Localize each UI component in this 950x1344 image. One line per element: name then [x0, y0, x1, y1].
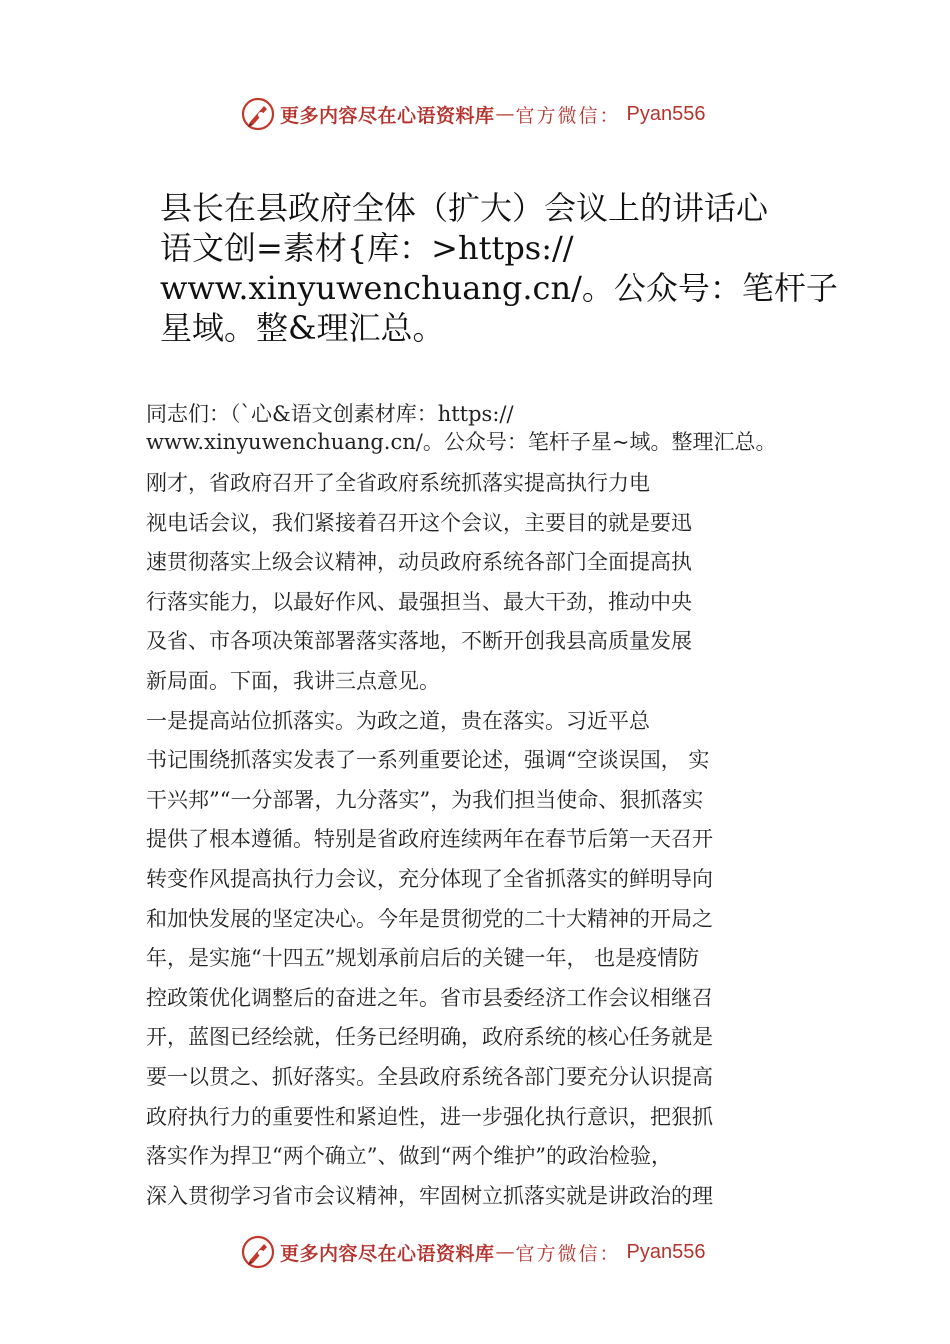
document-title — [160, 188, 850, 348]
salutation — [146, 400, 846, 456]
document-body — [146, 400, 846, 1216]
paragraph-line: 提供了根本遵循。特别是省政府连续两年在春节后第一天召开 — [146, 827, 713, 852]
title-line: www.xinyuwenchuang.cn/。公众号：笔杆子 — [160, 269, 838, 307]
title-line: 语文创=素材{库：>https:// — [160, 229, 574, 267]
title-line: 星域。整&理汇总。 — [160, 309, 445, 347]
paragraph-line: 书记围绕抓落实发表了一系列重要论述，强调“空谈误国， 实 — [146, 748, 710, 773]
paragraph-line: 年，是实施“十四五”规划承前启后的关键一年， 也是疫情防 — [146, 946, 700, 971]
banner-separator: — — [495, 1241, 515, 1263]
paragraph-line: 视电话会议，我们紧接着召开这个会议，主要目的就是要迅 — [146, 510, 692, 535]
paragraph-1 — [146, 464, 846, 702]
banner-separator: — — [495, 103, 515, 125]
paragraph-line: 政府执行力的重要性和紧迫性，进一步强化执行意识，把狠抓 — [146, 1104, 713, 1129]
pen-logo-icon — [240, 1234, 276, 1270]
paragraph-line: 干兴邦”“一分部署，九分落实”，为我们担当使命、狠抓落实 — [146, 787, 704, 812]
paragraph-line: 控政策优化调整后的奋进之年。省市县委经济工作会议相继召 — [146, 985, 713, 1010]
paragraph-line: 开，蓝图已经绘就，任务已经明确，政府系统的核心任务就是 — [146, 1025, 713, 1050]
header-banner — [240, 94, 760, 134]
paragraph-line: 深入贯彻学习省市会议精神，牢固树立抓落实就是讲政治的理 — [146, 1183, 713, 1208]
paragraph-line: 新局面。下面，我讲三点意见。 — [146, 668, 440, 693]
banner-wechat-label: 官方微信： — [515, 104, 621, 127]
pen-logo-icon — [240, 96, 276, 132]
paragraph-line: 速贯彻落实上级会议精神，动员政府系统各部门全面提高执 — [146, 550, 692, 575]
paragraph-line: 落实作为捍卫“两个确立”、做到“两个维护”的政治检验， — [146, 1144, 672, 1169]
title-line: 县长在县政府全体（扩大）会议上的讲话心 — [160, 189, 769, 227]
salutation-line: 同志们：（`心&语文创素材库：https:// — [146, 402, 514, 426]
paragraph-line: 一是提高站位抓落实。为政之道，贵在落实。习近平总 — [146, 708, 650, 733]
paragraph-line: 及省、市各项决策部署落实落地，不断开创我县高质量发展 — [146, 629, 692, 654]
banner-slogan: 更多内容尽在心语资料库 — [280, 1242, 495, 1265]
paragraph-line: 刚才，省政府召开了全省政府系统抓落实提高执行力电 — [146, 471, 650, 495]
banner-wechat-id: Pyan556 — [626, 1240, 706, 1263]
paragraph-line: 行落实能力，以最好作风、最强担当、最大干劲，推动中央 — [146, 589, 692, 614]
paragraph-line: 转变作风提高执行力会议，充分体现了全省抓落实的鲜明导向 — [146, 866, 713, 891]
footer-banner — [240, 1232, 760, 1272]
paragraph-2 — [146, 702, 846, 1217]
banner-slogan: 更多内容尽在心语资料库 — [280, 104, 495, 127]
paragraph-line: 和加快发展的坚定决心。今年是贯彻党的二十大精神的开局之 — [146, 906, 713, 931]
banner-wechat-id: Pyan556 — [626, 102, 706, 125]
paragraph-line: 要一以贯之、抓好落实。全县政府系统各部门要充分认识提高 — [146, 1064, 713, 1089]
banner-wechat-label: 官方微信： — [515, 1242, 621, 1265]
salutation-line: www.xinyuwenchuang.cn/。公众号：笔杆子星~域。整理汇总。 — [146, 430, 777, 454]
